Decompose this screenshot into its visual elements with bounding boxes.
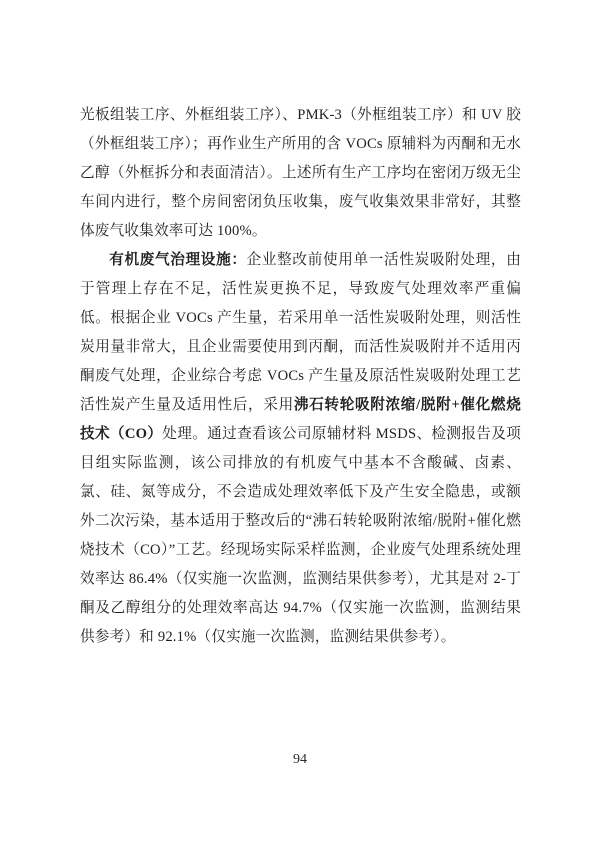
paragraph-text: 光板组装工序、外框组装工序）、PMK-3（外框组装工序）和 UV 胶（外框组装工序）；再作业生产所用的含 VOCs 原辅料为丙酮和无水乙醇（外框拆分和表面清洁）。上述所有生产工序均在密闭万级无尘车间内进行，整个房间密闭负压收集，废气收集效果非常好，其整体废气收集效率可达 100%。 xyxy=(80,107,521,239)
paragraph-text-run: 企业整改前使用单一活性炭吸附处理，由于管理上存在不足，活性炭更换不足，导致废气处理效率严重偏低。根据企业 VOCs 产生量，若采用单一活性炭吸附处理，则活性炭用量非常大，且企业需要使用到丙酮，而活性炭吸附并不适用丙酮废气处理，企业综合考虑 VOCs 产生量及原活性炭吸附处理工艺活性炭产生量及适用性后，采用 xyxy=(80,252,521,413)
paragraph-bold-technology-run: 沸石转轮吸附浓缩/脱附+催化燃烧技术（CO） xyxy=(80,397,521,442)
paragraph-heading-run: 有机废气治理设施： xyxy=(109,252,247,268)
page-number: 94 xyxy=(293,752,307,767)
document-body xyxy=(80,101,521,652)
paragraph-text-run: 处理。通过查看该公司原辅材料 MSDS、检测报告及项目组实际监测，该公司排放的有机废气中基本不含酸碱、卤素、氯、硅、氮等成分，不会造成处理效率低下及产生安全隐患，或额外二次污染，基本适用于整改后的“沸石转轮吸附浓缩/脱附+催化燃烧技术（CO）”工艺。经现场实际采样监测，企业废气处理系统处理效率达 86.4%（仅实施一次监测，监测结果供参考），尤其是对 2-丁酮及乙醇组分的处理效率高达 94.7%（仅实施一次监测，监测结果供参考）和 92.1%（仅实施一次监测，监测结果供参考）。 xyxy=(80,426,521,645)
paragraph-voc-treatment xyxy=(80,246,521,652)
paragraph-voc-collection xyxy=(80,101,521,246)
